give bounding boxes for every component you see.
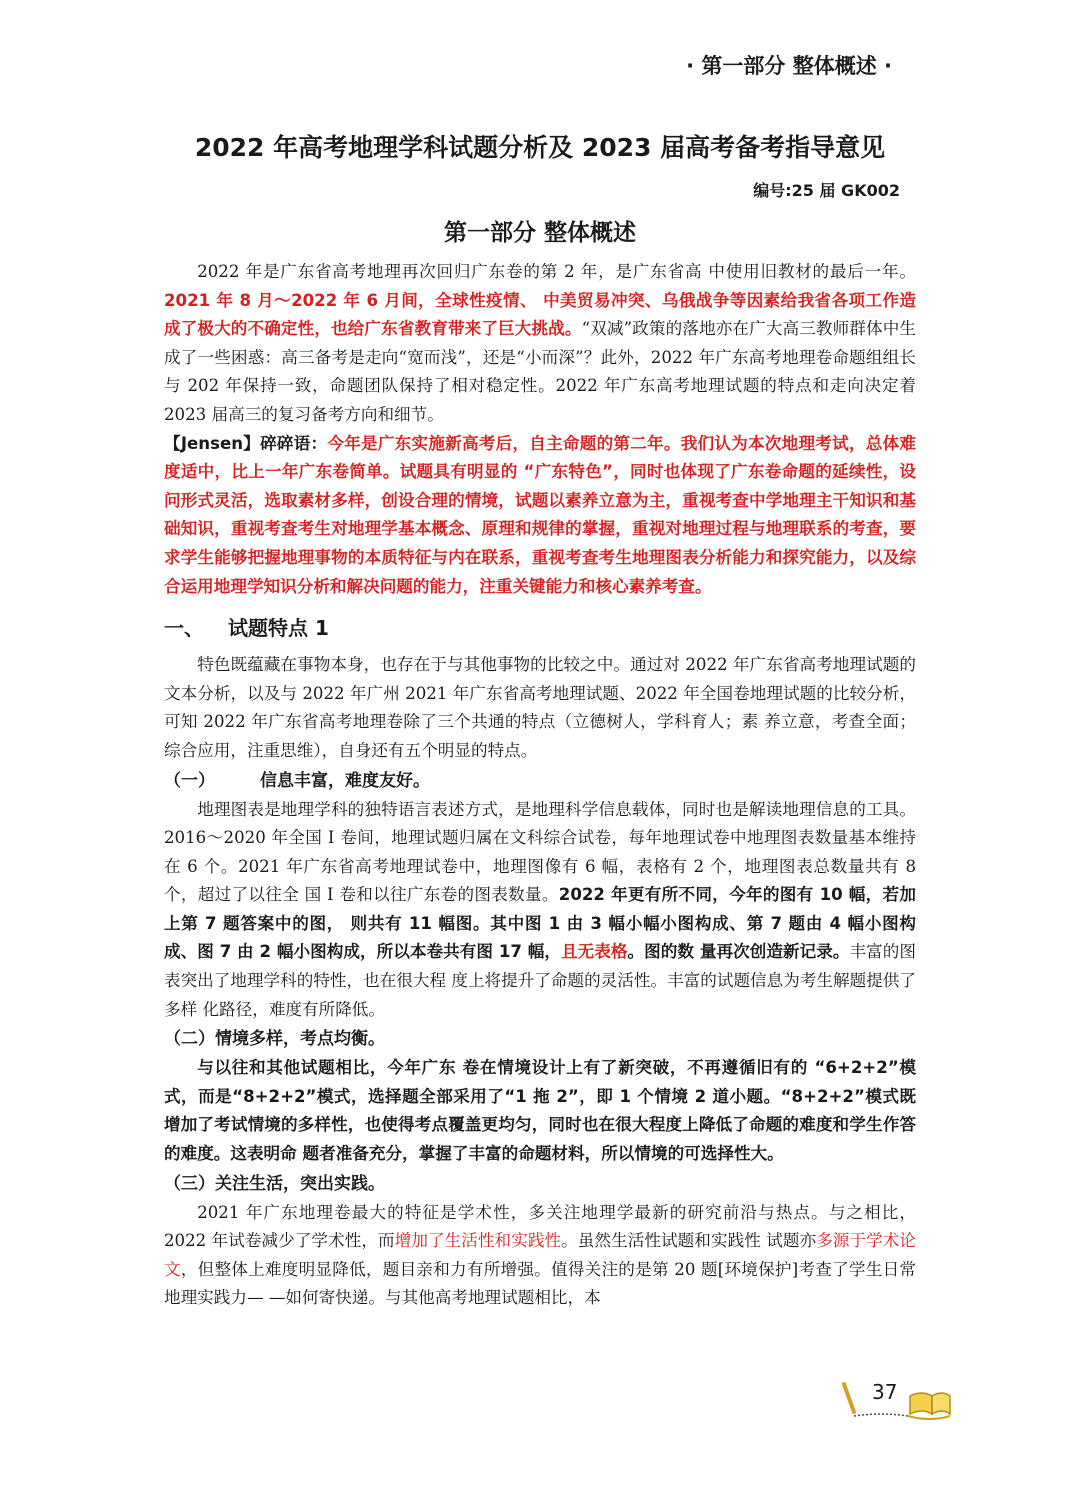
document-body: [164, 258, 916, 1313]
sub2-paragraph: 与以往和其他试题相比，今年广东 卷在情境设计上有了新突破，不再遵循旧有的 “6+2+2”模式，而是“8+2+2”模式，选择题全部采用了“1 拖 2”，即 1 个情境 2 道小题。“8+2+2”模式既增加了考试情境的多样性，也使得考点覆盖更均匀，同时也在很大程度上降低了命题的难度和学生作答的难度。这表明命 题者准备充分，掌握了丰富的命题材料，所以情境的可选择性大。: [164, 1058, 916, 1164]
sub1-bold-text: 2022 年更有所不同，今年的图有 10 幅，若加上第 7 题答案中的图， 则共有 11 幅图。其中图 1 由 3 幅小幅小图构成、第 7 题由 4 幅小图构成、图 7 由 2 幅小图构成，所以本卷共有图 17 幅，: [164, 885, 916, 962]
intro-highlight: 2021 年 8 月～2022 年 6 月间，全球性疫情、 中美贸易冲突、乌俄战争等因素给我省各项工作造成了极大的不确定性，也给广东省教育带来了巨大挑战。: [164, 290, 916, 339]
subsection-heading-text: 信息丰富，难度友好。: [260, 770, 430, 791]
section1-paragraph: 特色既蕴藏在事物本身，也存在于与其他事物的比较之中。通过对 2022 年广东省高考地理试题的文本分析，以及与 2022 年广州 2021 年广东省高考地理试题、2022 年全国卷地理试题的比较分析，可知 2022 年广东省高考地理卷除了三个共通的特点（立德树人，学科育人；素 养立意，考查全面；综合应用，注重思维），自身还有五个明显的特点。: [164, 655, 916, 760]
part-title: 第一部分 整体概述: [443, 220, 636, 246]
sub3-paragraph: [164, 1199, 916, 1313]
intro-text-2: “双减”政策的落地亦在广大高三教师群体中生成了一些困惑：高三备考是走向“宽而浅”，还是“小而深”？此外，2022 年广东高考地理卷命题组组长与 202 年保持一致，命题团队保持了相对稳定性。2022 年广东高考地理试题的特点和走向决定着 2023 届高三的复习备考方向和细节。: [164, 319, 917, 424]
section-header-tag: · 第一部分 整体概述 ·: [686, 54, 892, 78]
jensen-text: 今年是广东实施新高考后，自主命题的第二年。我们认为本次地理考试，总体难度适中，比上一年广东卷简单。试题具有明显的 “广东特色”，同时也体现了广东卷命题的延续性，设问形式灵活，选取素材多样，创设合理的情境，试题以素养立意为主，重视考查中学地理主干知识和基础知识，重视考查考生对地理学基本概念、原理和规律的掌握，重视对地理过程与地理联系的考查，要求学生能够把握地理事物的本质特征与内在联系，重视考查考生地理图表分析能力和探究能力，以及综合运用地理学知识分析和解决问题的能力，注重关键能力和核心素养考查。: [164, 433, 917, 596]
section-heading-text: 试题特点 1: [228, 616, 329, 641]
sub3-text-2: 。虽然生活性试题和实践性 试题亦: [561, 1231, 817, 1251]
subsection-heading-1: [164, 766, 916, 796]
intro-paragraph: [164, 258, 916, 430]
document-title: 2022 年高考地理学科试题分析及 2023 届高考备考指导意见: [194, 133, 886, 162]
sub3-text-3: ，但整体上难度明显降低，题目亲和力有所增强。值得关注的是第 20 题[环境保护]考查了学生日常地理实践力— —如何寄快递。与其他高考地理试题相比，本: [164, 1259, 917, 1308]
jensen-comment: [164, 430, 916, 602]
sub3-red-text-2: 多源于学术论文: [164, 1231, 916, 1279]
sub3-red-text-1: 增加了生活性和实践性: [394, 1231, 562, 1251]
subsection-heading-2: （二）情境多样，考点均衡。: [164, 1029, 385, 1050]
jensen-label: 【Jensen】碎碎语：: [164, 433, 328, 453]
section-number: 一、: [164, 616, 204, 641]
sub3-text-1: 2021 年广东地理卷最大的特征是学术性，多关注地理学最新的研究前沿与热点。与之相比，2022 年试卷减少了学术性，而: [164, 1202, 916, 1251]
intro-text-1: 2022 年是广东省高考地理再次回归广东卷的第 2 年，是广东省高 中使用旧教材的最后一年。: [197, 262, 916, 281]
subsection-heading-3: （三）关注生活，突出实践。: [164, 1173, 385, 1194]
subsection-number: （一）: [164, 770, 215, 791]
sub1-text-2: 丰富的图表突出了地理学科的特性，也在很大程 度上将提升了命题的灵活性。丰富的试题信息为考生解题提供了多样 化路径，难度有所降低。: [164, 942, 917, 1019]
section-heading-1: [164, 611, 916, 645]
sub1-bold-text-2: 。图的数 量再次创造新记录。: [627, 942, 850, 962]
sub1-paragraph: [164, 796, 916, 1025]
sub1-text-1: 地理图表是地理学科的独特语言表述方式，是地理科学信息载体，同时也是解读地理信息的工具。2016～2020 年全国 Ⅰ 卷间，地理试题归属在文科综合试卷，每年地理试卷中地理图表数量基本维持在 6 个。2021 年广东省高考地理试卷中，地理图像有 6 幅，表格有 2 个，地理图表总数量共有 8 个，超过了以往全 国 Ⅰ 卷和以往广东卷的图表数量。: [164, 799, 916, 905]
sub1-red-text: 且无表格: [561, 942, 628, 962]
page-number: 37: [872, 1380, 898, 1404]
document-code: 编号:25 届 GK002: [753, 181, 900, 200]
